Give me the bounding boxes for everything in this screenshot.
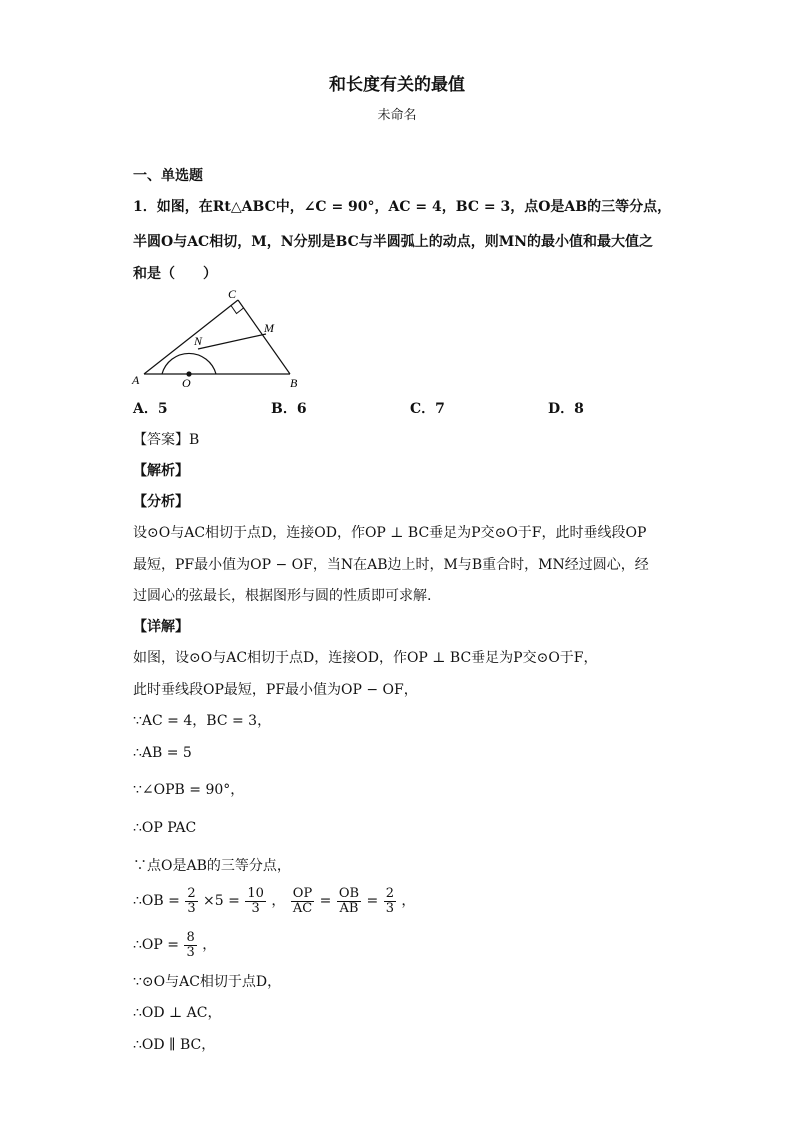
- d8-sep: ，: [271, 893, 286, 909]
- frac-den: AB: [339, 900, 359, 916]
- label-m: M: [264, 321, 274, 335]
- detail-label: 【详解】: [133, 619, 189, 635]
- option-b: B．6: [271, 401, 307, 417]
- triangle-figure: [130, 288, 310, 392]
- label-n: N: [194, 334, 203, 348]
- d8-pre: ∴OB =: [133, 893, 180, 909]
- detail-line-11: ∴OD ⊥ AC，: [133, 1005, 222, 1021]
- option-a: A．5: [133, 401, 168, 417]
- fraction-ob-ab: [337, 887, 361, 916]
- d8-eq1: =: [319, 893, 332, 909]
- fraction-op-ac: [291, 887, 314, 916]
- doc-title: 和长度有关的最值: [329, 75, 465, 95]
- fenxi-line-2: 最短，PF最小值为OP − OF，当N在AB边上时，M与B重合时，MN经过圆心，经: [133, 557, 649, 573]
- detail-line-6: ∴OP PAC: [133, 820, 197, 836]
- side-ac: [144, 300, 238, 374]
- fraction-10-3: [245, 887, 266, 916]
- detail-line-9: [133, 928, 673, 962]
- answer-line: 【答案】B: [133, 432, 200, 448]
- frac-den: 3: [385, 900, 394, 916]
- section-heading: 一、单选题: [133, 168, 203, 184]
- question-line-1: 1．如图，在Rt△ABC中，∠C = 90°，AC = 4，BC = 3，点O是AB的三等分点，: [133, 199, 672, 215]
- d8-mid: ×5 =: [203, 893, 240, 909]
- frac-num: OP: [292, 885, 313, 901]
- detail-line-1: 如图，设⊙O与AC相切于点D，连接OD，作OP ⊥ BC垂足为P交⊙O于F，: [133, 650, 598, 666]
- side-bc: [238, 300, 290, 374]
- fraction-2-3-b: [384, 887, 396, 916]
- frac-den: 3: [186, 944, 195, 960]
- d9-end: ，: [202, 937, 217, 953]
- fenxi-label: 【分析】: [133, 494, 189, 510]
- segment-mn: [198, 334, 266, 349]
- detail-line-8: [133, 884, 673, 918]
- detail-line-10: ∵⊙O与AC相切于点D，: [133, 974, 282, 990]
- frac-den: 3: [251, 900, 260, 916]
- detail-line-12: ∴OD ∥ BC，: [133, 1037, 216, 1053]
- label-b: B: [290, 376, 298, 390]
- label-a: A: [132, 373, 140, 387]
- option-d: D．8: [548, 401, 584, 417]
- frac-num: 2: [385, 885, 394, 901]
- frac-num: OB: [338, 885, 360, 901]
- d8-eq2: =: [366, 893, 379, 909]
- detail-line-5: ∵∠OPB = 90°，: [133, 782, 245, 798]
- detail-line-3: ∵AC = 4，BC = 3，: [133, 713, 272, 729]
- frac-num: 8: [186, 929, 195, 945]
- semicircle-o: [162, 353, 216, 374]
- label-c: C: [228, 288, 237, 301]
- option-c: C．7: [410, 401, 445, 417]
- analysis-label: 【解析】: [133, 463, 189, 479]
- question-line-3: 和是（ ）: [133, 266, 217, 282]
- frac-num: 2: [187, 885, 196, 901]
- d9-pre: ∴OP =: [133, 937, 179, 953]
- frac-num: 10: [247, 885, 264, 901]
- fraction-8-3: [184, 931, 196, 960]
- doc-subtitle: 未命名: [377, 108, 417, 123]
- fenxi-line-1: 设⊙O与AC相切于点D，连接OD，作OP ⊥ BC垂足为P交⊙O于F，此时垂线段OP: [133, 525, 647, 541]
- detail-line-2: 此时垂线段OP最短，PF最小值为OP − OF，: [133, 682, 418, 698]
- detail-line-7: ∵点O是AB的三等分点，: [133, 858, 291, 874]
- d8-end: ，: [401, 893, 416, 909]
- right-angle-mark: [231, 306, 244, 314]
- fenxi-line-3: 过圆心的弦最长，根据图形与圆的性质即可求解.: [133, 588, 432, 604]
- frac-den: AC: [292, 900, 313, 916]
- label-o: O: [182, 376, 191, 390]
- frac-den: 3: [187, 900, 196, 916]
- fraction-2-3: [185, 887, 197, 916]
- question-line-2: 半圆O与AC相切，M，N分别是BC与半圆弧上的动点，则MN的最小值和最大值之: [133, 234, 654, 250]
- detail-line-4: ∴AB = 5: [133, 745, 192, 761]
